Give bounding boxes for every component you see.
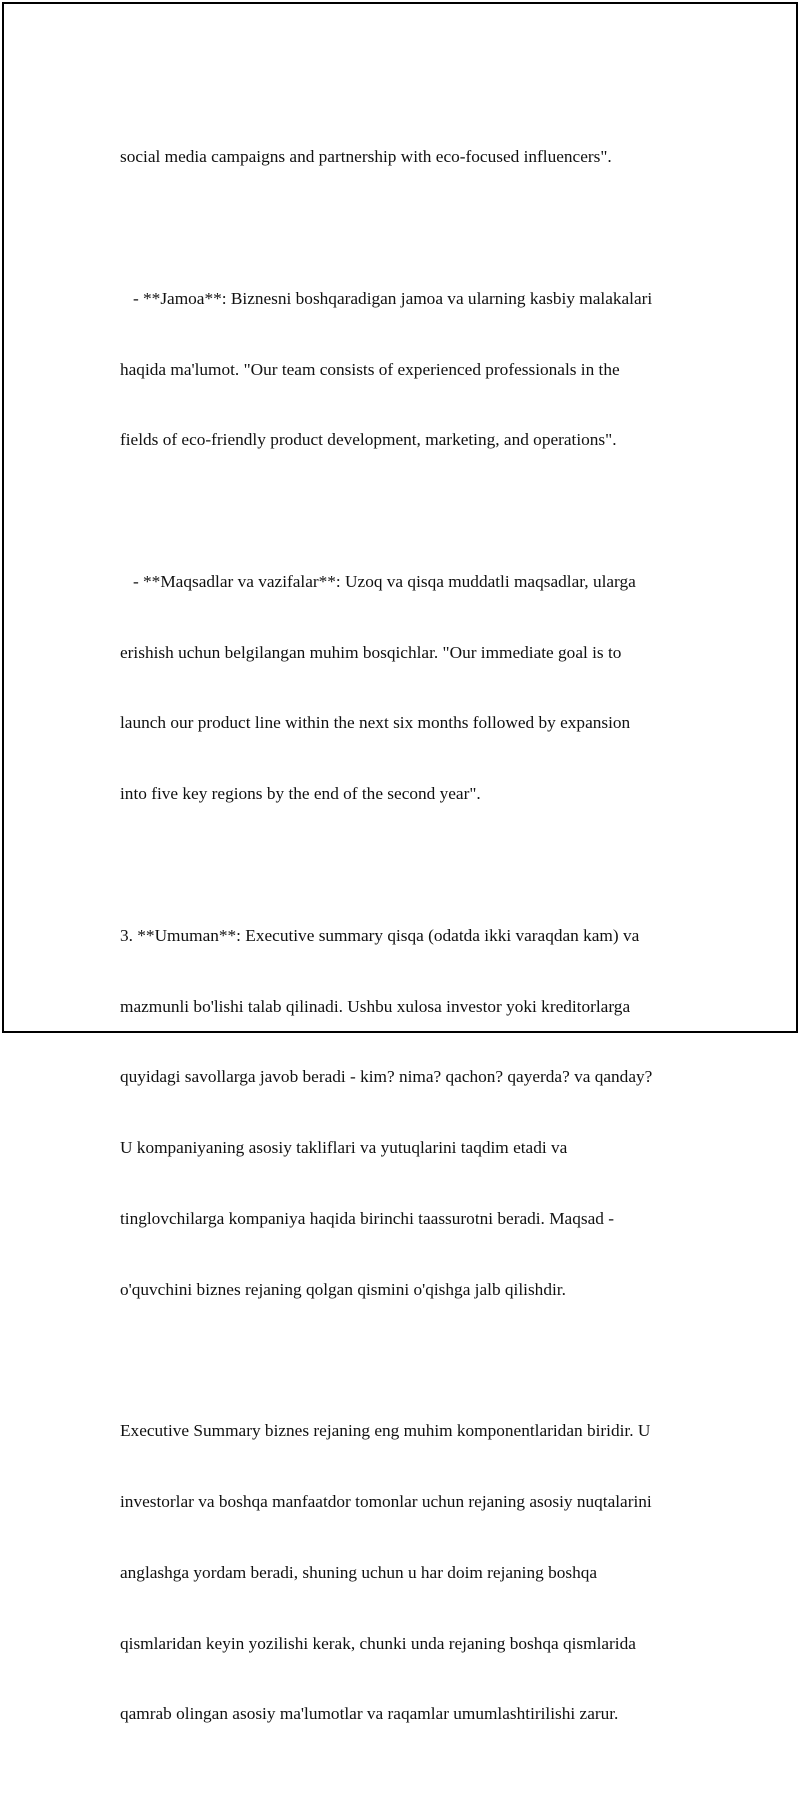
text-line: erishish uchun belgilangan muhim bosqichlar. "Our immediate goal is to (120, 642, 622, 662)
text-line: o'quvchini biznes rejaning qolgan qismini o'qishga jalb qilishdir. (120, 1279, 566, 1299)
text-line: social media campaigns and partnership with eco-focused influencers". (120, 147, 612, 167)
text-line: qismlaridan keyin yozilishi kerak, chunki unda rejaning boshqa qismlarida (120, 1633, 636, 1653)
document-page (2, 2, 798, 1724)
document-body (120, 98, 700, 1797)
text-line: quyidagi savollarga javob beradi - kim? nima? qachon? qayerda? va qanday? (120, 1067, 653, 1087)
text-line: 3. **Umuman**: Executive summary qisqa (odatda ikki varaqdan kam) va (120, 925, 640, 945)
paragraph-umuman (120, 877, 700, 1349)
paragraph-social-media (120, 98, 700, 216)
paragraph-executive-summary (120, 1372, 700, 1773)
text-line: - **Maqsadlar va vazifalar**: Uzoq va qisqa muddatli maqsadlar, ularga (120, 571, 636, 591)
text-line: tinglovchilarga kompaniya haqida birinchi taassurotni beradi. Maqsad - (120, 1208, 614, 1228)
text-line: investorlar va boshqa manfaatdor tomonlar uchun rejaning asosiy nuqtalarini (120, 1492, 652, 1512)
text-line: into five key regions by the end of the second year". (120, 784, 481, 804)
text-line: Executive Summary biznes rejaning eng muhim komponentlaridan biridir. U (120, 1421, 651, 1441)
paragraph-maqsadlar (120, 523, 700, 853)
text-line: launch our product line within the next six months followed by expansion (120, 713, 631, 733)
text-line: mazmunli bo'lishi talab qilinadi. Ushbu xulosa investor yoki kreditorlarga (120, 996, 631, 1016)
text-line: - **Jamoa**: Biznesni boshqaradigan jamoa va ularning kasbiy malakalari (120, 288, 653, 308)
text-line: haqida ma'lumot. "Our team consists of experienced professionals in the (120, 359, 620, 379)
text-line: anglashga yordam beradi, shuning uchun u har doim rejaning boshqa (120, 1562, 598, 1582)
text-line: qamrab olingan asosiy ma'lumotlar va raqamlar umumlashtirilishi zarur. (120, 1704, 619, 1724)
paragraph-jamoa (120, 240, 700, 500)
text-line: U kompaniyaning asosiy takliflari va yutuqlarini taqdim etadi va (120, 1138, 568, 1158)
text-line: fields of eco-friendly product development, marketing, and operations". (120, 430, 617, 450)
